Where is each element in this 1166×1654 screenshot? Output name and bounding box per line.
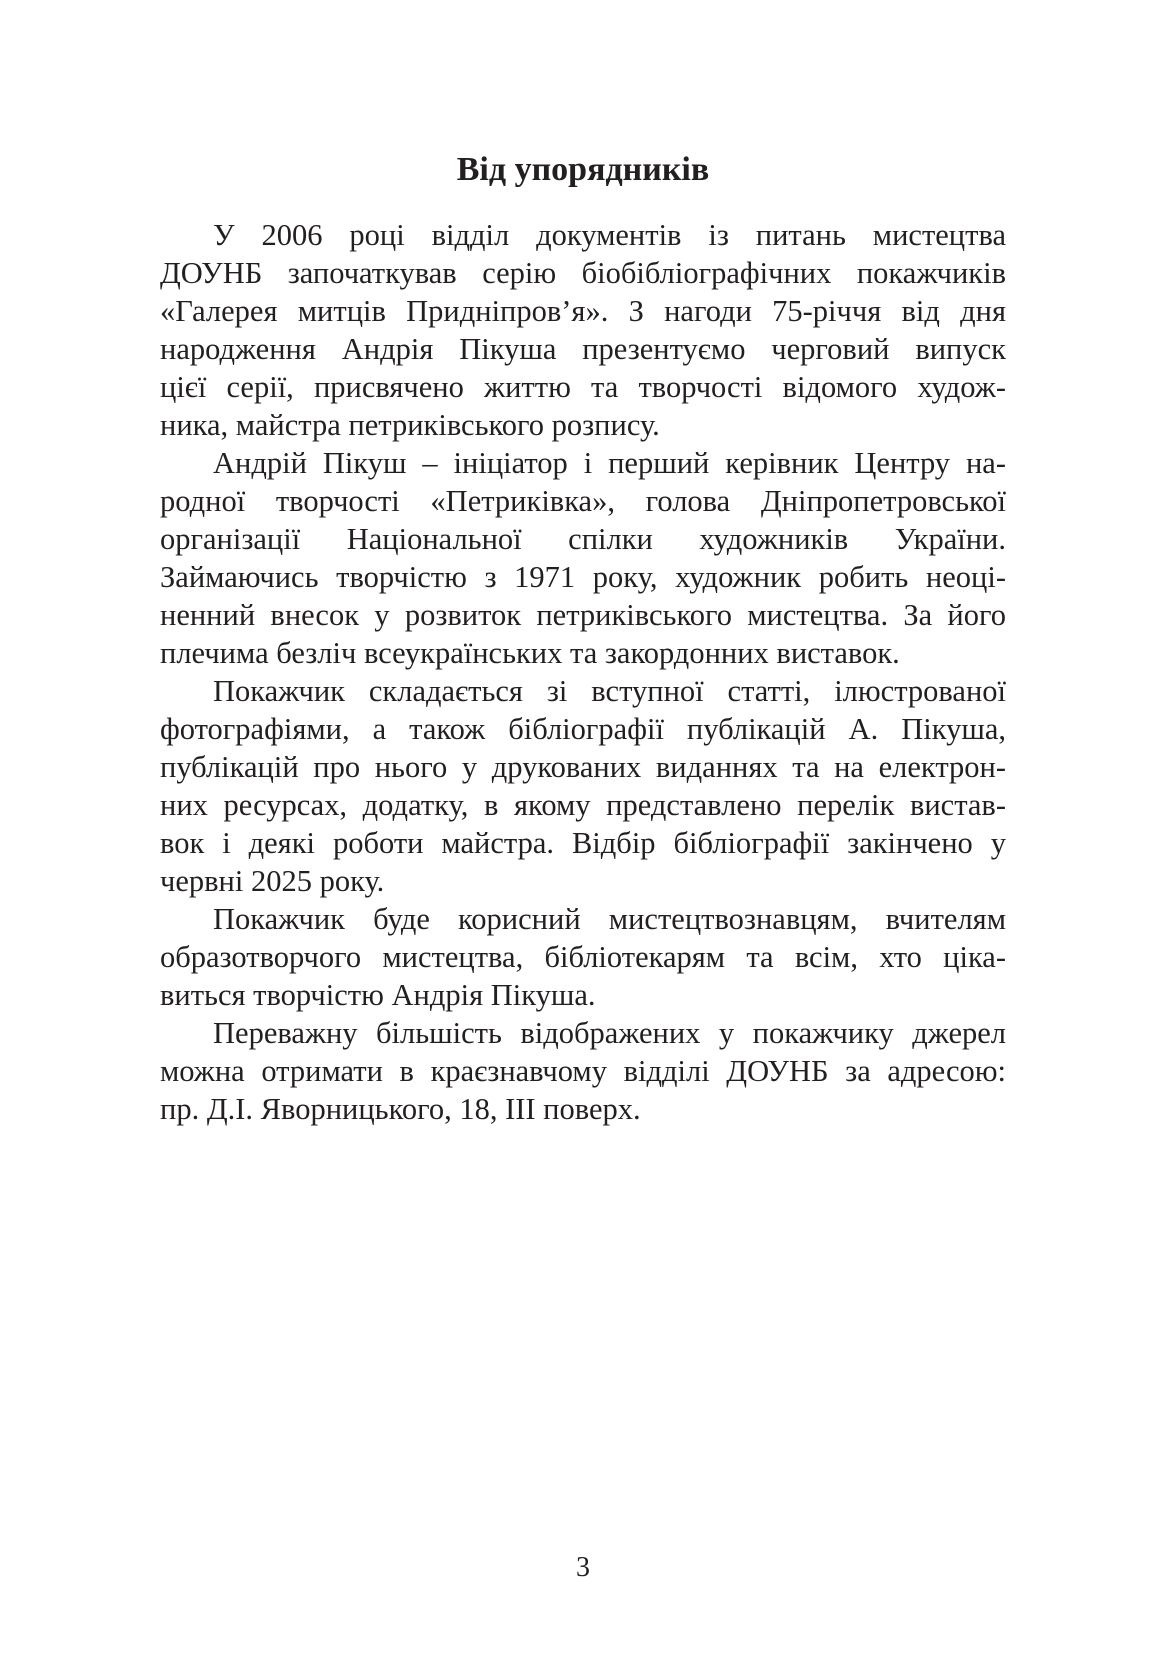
text-line: можна отримати в краєзнавчому відділі ДОУНБ за адресою: <box>160 1054 1006 1088</box>
text-line: вок і деякі роботи майстра. Відбір бібліографії закінчено у <box>160 826 1006 860</box>
text-line: них ресурсах, додатку, в якому представлено перелік вистав- <box>160 788 1006 822</box>
text-line: ДОУНБ започаткував серію біобібліографічних покажчиків <box>160 256 1006 290</box>
text-line: Переважну більшість відображених у покажчику джерел <box>213 1016 1006 1050</box>
text-line: ника, майстра петриківського розпису. <box>160 408 660 442</box>
text-line: публікацій про нього у друкованих виданнях та на електрон- <box>160 750 1006 784</box>
text-line: організації Національної спілки художників України. <box>160 522 1006 556</box>
text-line: образотворчого мистецтва, бібліотекарям та всім, хто ціка- <box>160 940 1006 974</box>
text-line: Покажчик буде корисний мистецтвознавцям, вчителям <box>213 902 1006 936</box>
text-line: цієї серії, присвячено життю та творчості відомого худож- <box>160 370 1006 404</box>
text-line: фотографіями, а також бібліографії публікацій А. Пікуша, <box>160 712 1006 746</box>
text-line: народження Андрія Пікуша презентуємо черговий випуск <box>160 332 1006 366</box>
text-line: Покажчик складається зі вступної статті, ілюстрованої <box>213 674 1006 708</box>
text-line: Андрій Пікуш – ініціатор і перший керівник Центру на- <box>213 446 1006 480</box>
text-line: Займаючись творчістю з 1971 року, художник робить неоці- <box>160 560 1006 594</box>
page-number: 3 <box>576 1552 590 1583</box>
text-line: червні 2025 року. <box>160 864 385 898</box>
text-line: плечима безліч всеукраїнських та закордонних виставок. <box>160 636 900 670</box>
text-line: ненний внесок у розвиток петриківського мистецтва. За його <box>160 598 1006 632</box>
text-line: пр. Д.І. Яворницького, 18, ІІІ поверх. <box>160 1092 641 1126</box>
text-line: виться творчістю Андрія Пікуша. <box>160 978 596 1012</box>
text-line: «Галерея митців Придніпров’я». З нагоди 75-річчя від дня <box>160 294 1006 328</box>
text-line: У 2006 році відділ документів із питань мистецтва <box>213 218 1006 252</box>
text-line: родної творчості «Петриківка», голова Дніпропетровської <box>160 484 1006 518</box>
page-title: Від упорядників <box>456 151 710 188</box>
